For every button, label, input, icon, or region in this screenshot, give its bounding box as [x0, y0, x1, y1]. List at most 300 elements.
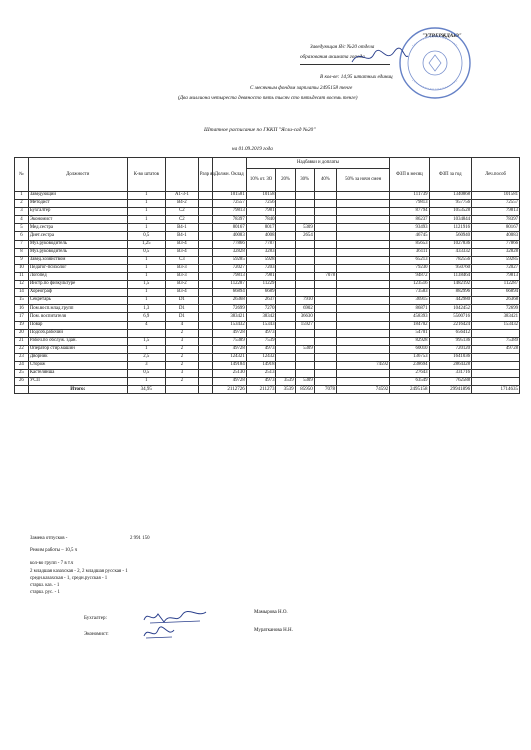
cell-p30 — [295, 208, 314, 216]
cell-p10: 5928 — [246, 256, 276, 264]
cell-m: 136753 — [390, 353, 429, 361]
cell-n: 9 — [15, 256, 29, 264]
cell-m: 111739 — [390, 192, 429, 200]
cell-p10: 4008 — [246, 232, 276, 240]
cell-p10: 11229 — [246, 281, 276, 289]
cell-p40 — [314, 256, 336, 264]
cell-empty — [198, 337, 212, 345]
cell-name: Логопед — [28, 272, 127, 280]
cell-p40 — [314, 313, 336, 321]
cell-g: D1 — [165, 313, 198, 321]
cell-m: 86237 — [390, 216, 429, 224]
cell-ns — [337, 224, 390, 232]
cell-empty — [198, 264, 212, 272]
cell-y: 656412 — [429, 329, 472, 337]
cell-y: 1053528 — [429, 208, 472, 216]
cell-s: 78397 — [212, 216, 246, 224]
cell-p40 — [314, 329, 336, 337]
table-row — [15, 305, 520, 313]
table-row — [15, 224, 520, 232]
cell-p40 — [314, 224, 336, 232]
cell-ns — [337, 305, 390, 313]
cell-p20 — [276, 272, 295, 280]
cell-l: 72557 — [472, 200, 520, 208]
header-num: № — [15, 158, 29, 192]
table-row — [15, 297, 520, 305]
table-row — [15, 337, 520, 345]
cell-n: 7 — [15, 240, 29, 248]
cell-name: Методист — [28, 200, 127, 208]
approval-line-3: В кол-ве: 14,95 штатных единиц — [320, 74, 393, 80]
cell-m: 63549 — [390, 378, 429, 386]
cell-u: 1,5 — [127, 337, 165, 345]
cell-p30 — [295, 248, 314, 256]
cell-m: 36111 — [390, 248, 429, 256]
cell-l — [472, 329, 520, 337]
cell-name: Муз.руководитель — [28, 248, 127, 256]
cell-l: 79813 — [472, 208, 520, 216]
cell-u: 1 — [127, 192, 165, 200]
cell-p10: 7256 — [246, 200, 276, 208]
cell-y: 882996 — [429, 289, 472, 297]
cell-y: 1340868 — [429, 192, 472, 200]
cell-u: 0,5 — [127, 370, 165, 378]
cell-p10: 10158 — [246, 192, 276, 200]
cell-p10: 3283 — [246, 248, 276, 256]
cell-y: 950760 — [429, 264, 472, 272]
cell-m: 36915 — [390, 297, 429, 305]
cell-g: А1-3-1 — [165, 192, 198, 200]
cell-ns — [337, 353, 390, 361]
cell-ns — [337, 248, 390, 256]
cell-s: 59285 — [212, 256, 246, 264]
accountant-label: Бухгалтер: — [84, 616, 107, 621]
cell-ns — [337, 313, 390, 321]
total-p10: 211273 — [246, 386, 276, 394]
header-grade-code — [165, 158, 198, 192]
cell-p40 — [314, 208, 336, 216]
cell-g: 2 — [165, 378, 198, 386]
cell-p30: 5309 — [295, 345, 314, 353]
cell-p20 — [276, 289, 295, 297]
cell-l — [472, 378, 520, 386]
cell-name: Подсоб.рабочий — [28, 329, 127, 337]
total-label: Итого: — [28, 386, 127, 394]
cell-l: 72699 — [472, 305, 520, 313]
cell-p30: 5309 — [295, 378, 314, 386]
staff-table — [14, 157, 520, 394]
cell-m: 54701 — [390, 329, 429, 337]
cell-n: 5 — [15, 224, 29, 232]
cell-p40 — [314, 378, 336, 386]
cell-s: 72557 — [212, 200, 246, 208]
cell-s: 77866 — [212, 240, 246, 248]
cell-empty — [198, 297, 212, 305]
cell-p10: 7539 — [246, 337, 276, 345]
cell-p20 — [276, 240, 295, 248]
cell-ns — [337, 232, 390, 240]
header-a10: 10% от. ЗО — [246, 169, 276, 192]
cell-ns — [337, 321, 390, 329]
cell-l: 79813 — [472, 272, 520, 280]
cell-empty — [198, 289, 212, 297]
approval-line-2: образования акимата города — [300, 54, 365, 60]
cell-name: Бухгалтер — [28, 208, 127, 216]
cell-u: 1 — [127, 224, 165, 232]
cell-name: Инстр.по физкультуре — [28, 281, 127, 289]
cell-u: 0,5 — [127, 248, 165, 256]
cell-l: 75389 — [472, 337, 520, 345]
cell-ns — [337, 297, 390, 305]
table-row — [15, 329, 520, 337]
cell-g: В4-1 — [165, 224, 198, 232]
cell-p30 — [295, 272, 314, 280]
note-groups-3: старш. каз. - 1 — [30, 583, 60, 588]
cell-name: Рабоч.по обслуж. здан. — [28, 337, 127, 345]
header-salary: Должн. Оклад — [212, 158, 246, 192]
cell-s: 25130 — [212, 370, 246, 378]
cell-p30 — [295, 353, 314, 361]
cell-u: 1 — [127, 208, 165, 216]
cell-y: 1138464 — [429, 272, 472, 280]
cell-ns — [337, 240, 390, 248]
cell-p10: 7840 — [246, 216, 276, 224]
cell-m: 86871 — [390, 305, 429, 313]
cell-u: 1 — [127, 272, 165, 280]
cell-m: 65213 — [390, 256, 429, 264]
total-night: 74592 — [337, 386, 390, 394]
cell-n: 25 — [15, 370, 29, 378]
cell-p10: 7981 — [246, 208, 276, 216]
cell-n: 22 — [15, 345, 29, 353]
cell-p30 — [295, 329, 314, 337]
table-row — [15, 321, 520, 329]
cell-ns: 74592 — [337, 361, 390, 369]
cell-u: 0,5 — [127, 232, 165, 240]
cell-p10: 7270 — [246, 305, 276, 313]
cell-n: 17 — [15, 313, 29, 321]
cell-n: 12 — [15, 281, 29, 289]
cell-p10: 2637 — [246, 297, 276, 305]
cell-p20 — [276, 200, 295, 208]
cell-p10: 7981 — [246, 272, 276, 280]
cell-l: 101581 — [472, 192, 520, 200]
cell-name: Диет.сестра — [28, 232, 127, 240]
cell-p40 — [314, 345, 336, 353]
cell-name: Оператор стир.машин — [28, 345, 127, 353]
cell-u: 1,25 — [127, 240, 165, 248]
cell-p20 — [276, 321, 295, 329]
cell-p10: 7787 — [246, 240, 276, 248]
cell-y: 2864328 — [429, 361, 472, 369]
cell-ns — [337, 289, 390, 297]
cell-y: 762588 — [429, 378, 472, 386]
cell-name: Повар — [28, 321, 127, 329]
cell-name: Экономист — [28, 216, 127, 224]
cell-m: 82928 — [390, 337, 429, 345]
cell-p40 — [314, 353, 336, 361]
cell-p40 — [314, 216, 336, 224]
cell-n: 4 — [15, 216, 29, 224]
cell-p10: 38342 — [246, 313, 276, 321]
header-allowances: Надбавки и доплаты — [246, 158, 390, 169]
cell-empty — [198, 370, 212, 378]
table-row — [15, 281, 520, 289]
cell-u: 1 — [127, 216, 165, 224]
table-row — [15, 378, 520, 386]
cell-p30 — [295, 256, 314, 264]
cell-empty — [198, 313, 212, 321]
cell-ns — [337, 345, 390, 353]
cell-empty — [198, 345, 212, 353]
cell-l: 153432 — [472, 321, 520, 329]
cell-p30 — [295, 361, 314, 369]
note-groups-1: 2 младшая казахская - 2, 2 младшая русская - 1 — [30, 569, 128, 574]
approval-line-5: (Два миллиона четыреста девяносто пять тысяч сто пятьдесят восемь тенге) — [178, 95, 358, 101]
total-fot-year: 29941896 — [429, 386, 472, 394]
cell-l: 26368 — [472, 297, 520, 305]
cell-g: D1 — [165, 305, 198, 313]
cell-p40 — [314, 248, 336, 256]
cell-ns — [337, 329, 390, 337]
cell-p20 — [276, 313, 295, 321]
cell-ns — [337, 281, 390, 289]
cell-p10: 2513 — [246, 370, 276, 378]
cell-p20 — [276, 264, 295, 272]
cell-l: 80167 — [472, 224, 520, 232]
cell-name: Заведующий — [28, 192, 127, 200]
note-groups: кол-во групп - 7 в т.ч — [30, 561, 74, 566]
cell-l: 112287 — [472, 281, 520, 289]
cell-p30 — [295, 370, 314, 378]
cell-g: 3 — [165, 370, 198, 378]
cell-p30 — [295, 200, 314, 208]
table-row — [15, 208, 520, 216]
cell-s: 80167 — [212, 224, 246, 232]
table-body — [15, 192, 520, 386]
cell-y: 1641036 — [429, 353, 472, 361]
cell-u: 2,5 — [127, 353, 165, 361]
cell-empty — [198, 329, 212, 337]
cell-p20 — [276, 370, 295, 378]
cell-u: 1 — [127, 297, 165, 305]
cell-g: В4-1 — [165, 232, 198, 240]
cell-p20 — [276, 256, 295, 264]
cell-g: 2 — [165, 361, 198, 369]
cell-l: 32828 — [472, 248, 520, 256]
table-row — [15, 200, 520, 208]
cell-empty — [198, 361, 212, 369]
cell-g: С2 — [165, 216, 198, 224]
cell-name: Секретарь — [28, 297, 127, 305]
cell-n: 23 — [15, 353, 29, 361]
table-row — [15, 289, 520, 297]
cell-g: В3-4 — [165, 240, 198, 248]
cell-g: 2 — [165, 329, 198, 337]
table-row — [15, 232, 520, 240]
cell-m: 238694 — [390, 361, 429, 369]
cell-g: В3-4 — [165, 289, 198, 297]
cell-n: 21 — [15, 337, 29, 345]
cell-p30: 36630 — [295, 313, 314, 321]
cell-g: В3-4 — [165, 248, 198, 256]
cell-p20 — [276, 297, 295, 305]
cell-s: 26368 — [212, 297, 246, 305]
cell-s: 153432 — [212, 321, 246, 329]
cell-p10: 15343 — [246, 321, 276, 329]
cell-p20 — [276, 329, 295, 337]
cell-p20 — [276, 337, 295, 345]
cell-p30: 2654 — [295, 232, 314, 240]
cell-name: Пом. воспитателя — [28, 313, 127, 321]
cell-p40 — [314, 200, 336, 208]
cell-n: 10 — [15, 264, 29, 272]
cell-p20 — [276, 248, 295, 256]
cell-m: 85653 — [390, 240, 429, 248]
cell-name: Пом.восп.млад.групп — [28, 305, 127, 313]
cell-y: 1121916 — [429, 224, 472, 232]
cell-ns — [337, 370, 390, 378]
cell-p40 — [314, 361, 336, 369]
cell-u — [127, 329, 165, 337]
header-position: Должности — [28, 158, 127, 192]
cell-u: 1,5 — [127, 281, 165, 289]
cell-g: С3 — [165, 256, 198, 264]
cell-empty — [198, 378, 212, 386]
cell-ns — [337, 256, 390, 264]
cell-m: 79230 — [390, 264, 429, 272]
table-row — [15, 272, 520, 280]
cell-m: 60010 — [390, 345, 429, 353]
cell-u: 1 — [127, 256, 165, 264]
economist-name: Муратканова Н.Н. — [254, 628, 293, 633]
cell-p40 — [314, 232, 336, 240]
cell-l — [472, 353, 520, 361]
cell-m: 46745 — [390, 232, 429, 240]
document-date: на 01.09.2019 года — [232, 146, 273, 152]
cell-p10: 12432 — [246, 353, 276, 361]
cell-l: 66894 — [472, 289, 520, 297]
cell-m: 73583 — [390, 289, 429, 297]
cell-name: Дворник — [28, 353, 127, 361]
total-p40: 7078 — [314, 386, 336, 394]
total-leave: 1714635 — [472, 386, 520, 394]
cell-p10: 4973 — [246, 345, 276, 353]
cell-s: 79813 — [212, 208, 246, 216]
cell-s: 124321 — [212, 353, 246, 361]
table-row — [15, 216, 520, 224]
cell-n: 16 — [15, 305, 29, 313]
vacation-value: 2 991 150 — [130, 536, 150, 541]
cell-empty — [198, 224, 212, 232]
note-groups-4: старш. рус. - 1 — [30, 590, 60, 595]
cell-n: 2 — [15, 200, 29, 208]
cell-y: 957756 — [429, 200, 472, 208]
cell-l: 78397 — [472, 216, 520, 224]
approval-title: "УТВЕРЖДАЮ" — [422, 33, 462, 39]
cell-y: 433332 — [429, 248, 472, 256]
cell-y: 560940 — [429, 232, 472, 240]
director-signature — [350, 46, 410, 68]
cell-name: Завед.хозяйством — [28, 256, 127, 264]
total-units: 34,95 — [127, 386, 165, 394]
cell-p20 — [276, 281, 295, 289]
header-leave: Леч.пособ — [472, 158, 520, 192]
note-groups-2: средн.казахская - 1, средн.русская - 1 — [30, 576, 108, 581]
cell-y: 2216424 — [429, 321, 472, 329]
cell-ns — [337, 200, 390, 208]
cell-u: 1 — [127, 264, 165, 272]
cell-l: 383421 — [472, 313, 520, 321]
cell-l: 77866 — [472, 240, 520, 248]
cell-l: 40083 — [472, 232, 520, 240]
cell-empty — [198, 248, 212, 256]
cell-p40 — [314, 305, 336, 313]
table-row — [15, 361, 520, 369]
cell-u: 1 — [127, 378, 165, 386]
cell-empty — [198, 192, 212, 200]
cell-g: В4-2 — [165, 200, 198, 208]
cell-empty — [198, 240, 212, 248]
cell-n: 24 — [15, 361, 29, 369]
cell-empty — [198, 321, 212, 329]
cell-g: В3-2 — [165, 281, 198, 289]
cell-y: 331716 — [429, 370, 472, 378]
cell-p20 — [276, 224, 295, 232]
cell-name: Сторож — [28, 361, 127, 369]
cell-g: В3-3 — [165, 264, 198, 272]
cell-p10: 8017 — [246, 224, 276, 232]
cell-y: 1027836 — [429, 240, 472, 248]
cell-p40 — [314, 289, 336, 297]
cell-p10: 14918 — [246, 361, 276, 369]
cell-empty — [198, 305, 212, 313]
cell-m: 93493 — [390, 224, 429, 232]
cell-n: 20 — [15, 329, 29, 337]
accountant-name: Мамырова Н.О. — [254, 610, 288, 615]
cell-u: 1 — [127, 345, 165, 353]
cell-s: 112287 — [212, 281, 246, 289]
cell-empty — [198, 216, 212, 224]
cell-g: 2 — [165, 345, 198, 353]
cell-n: 1 — [15, 192, 29, 200]
cell-s: 49728 — [212, 378, 246, 386]
cell-s: 75389 — [212, 337, 246, 345]
cell-l: 59285 — [472, 256, 520, 264]
cell-p40 — [314, 297, 336, 305]
cell-p30 — [295, 192, 314, 200]
cell-empty — [198, 281, 212, 289]
cell-p30 — [295, 289, 314, 297]
cell-p10: 4973 — [246, 378, 276, 386]
header-a40: 40% — [314, 169, 336, 192]
vacation-label: Замена отпусков - — [30, 536, 68, 541]
cell-ns — [337, 208, 390, 216]
cell-empty — [198, 232, 212, 240]
cell-p40 — [314, 192, 336, 200]
cell-s: 66894 — [212, 289, 246, 297]
header-night: 50% за ночн смен — [337, 169, 390, 192]
cell-p40 — [314, 370, 336, 378]
cell-y: 5500716 — [429, 313, 472, 321]
cell-p20 — [276, 353, 295, 361]
cell-u: 3 — [127, 361, 165, 369]
table-row — [15, 248, 520, 256]
table-row — [15, 192, 520, 200]
total-p20: 3539 — [276, 386, 295, 394]
cell-n: 6 — [15, 232, 29, 240]
table-row — [15, 313, 520, 321]
